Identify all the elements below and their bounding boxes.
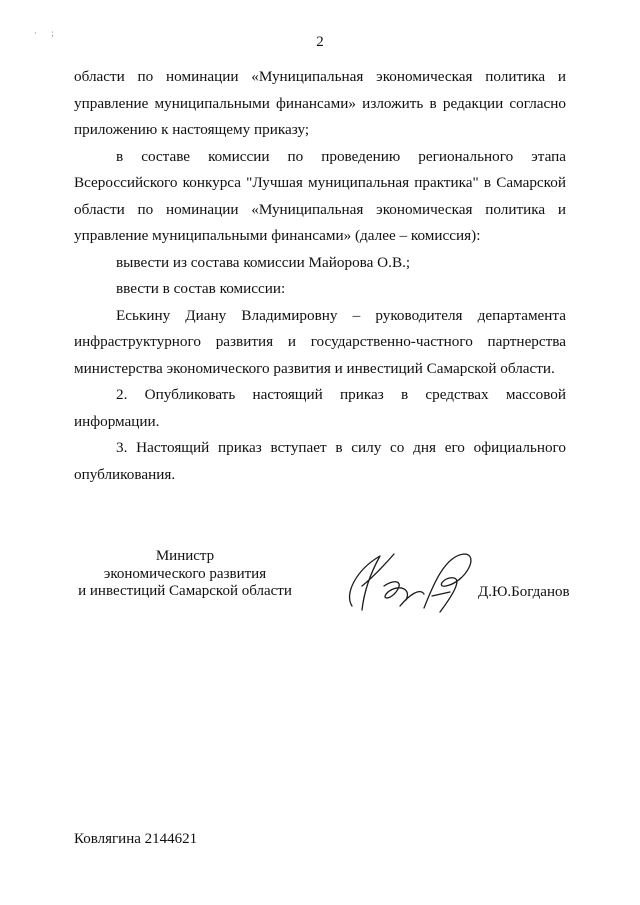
paragraph-effective: 3. Настоящий приказ вступает в силу со дня его официального опубликования. bbox=[74, 439, 566, 483]
paragraph-add-members: ввести в состав комиссии: bbox=[116, 280, 286, 297]
signature-block bbox=[0, 548, 640, 618]
page-number: 2 bbox=[316, 34, 324, 50]
handwritten-signature bbox=[340, 548, 480, 614]
paragraph-new-member: Еськину Диану Владимировну – руководителя департамента инфраструктурного развития и государственно-частного партнерства министерства экономического развития и инвестиций Самарской области. bbox=[74, 306, 566, 377]
paragraph-continuation: области по номинации «Муниципальная экономическая политика и управление муниципальными финансами» изложить в редакции согласно приложению к настоящему приказу; bbox=[74, 68, 566, 138]
position-line: и инвестиций Самарской области bbox=[78, 583, 292, 599]
paragraph-remove-member: вывести из состава комиссии Майорова О.В.; bbox=[116, 253, 411, 271]
position-line: экономического развития bbox=[103, 565, 267, 582]
signatory-name: Д.Ю.Богданов bbox=[478, 584, 570, 600]
signatory-position bbox=[62, 548, 308, 601]
paragraph-publish: 2. Опубликовать настоящий приказ в средствах массовой информации. bbox=[74, 386, 566, 430]
corner-marks: · ; bbox=[34, 28, 60, 38]
executor-contact: Ковлягина 2144621 bbox=[74, 831, 198, 847]
paragraph-commission: в составе комиссии по проведению регионального этапа Всероссийского конкурса "Лучшая муниципальная практика" в Самарской области по номинации «Муниципальная экономическая политика и управление муниципальными финансами» (далее – комиссия): bbox=[74, 147, 566, 244]
document-body bbox=[74, 64, 566, 488]
position-line: Министр bbox=[155, 548, 215, 564]
